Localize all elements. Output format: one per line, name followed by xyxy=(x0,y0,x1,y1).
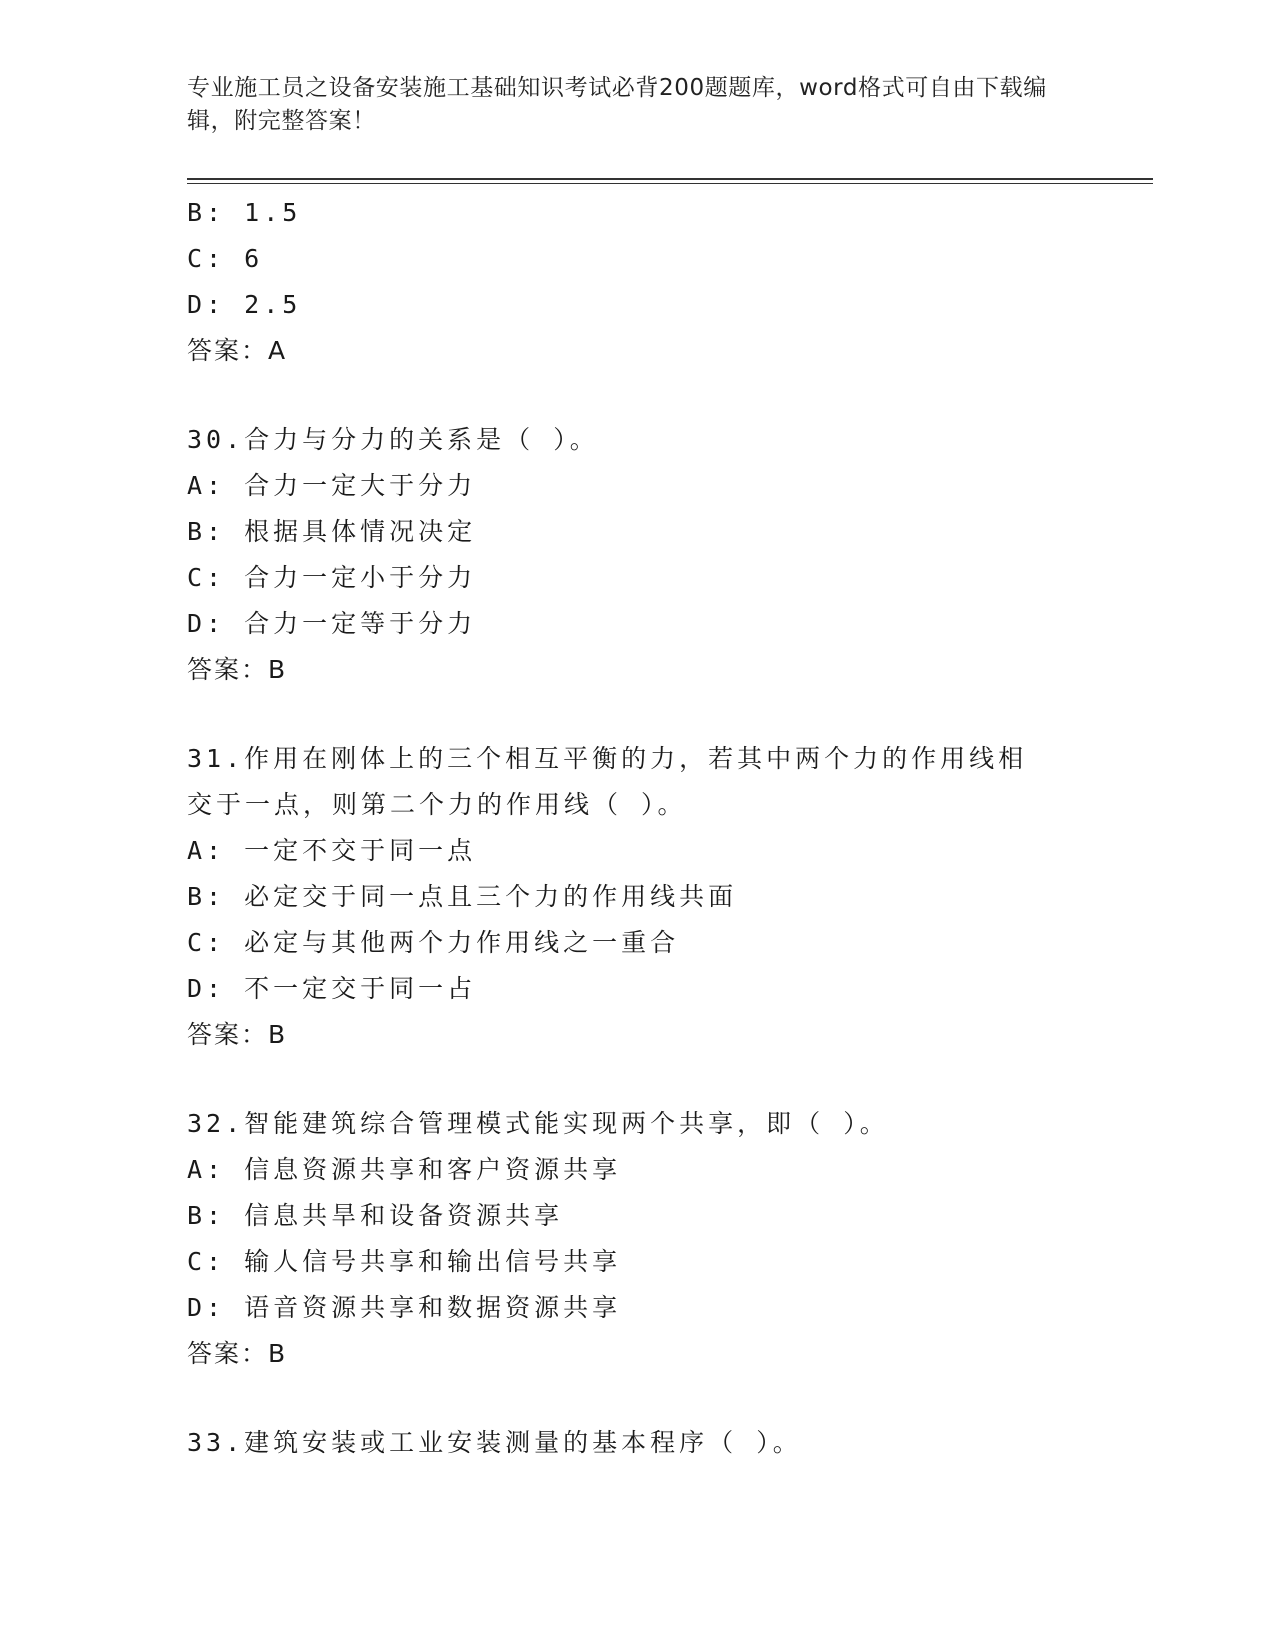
option-c: C: 必定与其他两个力作用线之一重合 xyxy=(187,928,680,957)
option-d: D: 语音资源共享和数据资源共享 xyxy=(187,1293,622,1322)
answer-line: 答案：B xyxy=(187,1020,288,1049)
option-a: A: 合力一定大于分力 xyxy=(187,471,477,500)
option-a: A: 一定不交于同一点 xyxy=(187,836,477,865)
option-d: D: 不一定交于同一占 xyxy=(187,974,477,1003)
question-stem: 33.建筑安装或工业安装测量的基本程序（ ）。 xyxy=(187,1428,802,1457)
question-30 xyxy=(187,417,1087,693)
option-a: A: 信息资源共享和客户资源共享 xyxy=(187,1155,622,1184)
option-d: D: 合力一定等于分力 xyxy=(187,609,477,638)
option-c: C: 6 xyxy=(187,244,264,273)
option-b: B: 信息共旱和设备资源共享 xyxy=(187,1201,564,1230)
option-c: C: 合力一定小于分力 xyxy=(187,563,477,592)
answer-line: 答案：B xyxy=(187,655,288,684)
header-divider-thin xyxy=(187,183,1153,184)
option-d: D: 2.5 xyxy=(187,290,302,319)
header-divider-thick xyxy=(187,178,1153,180)
option-b: B: 根据具体情况决定 xyxy=(187,517,477,546)
question-stem: 32.智能建筑综合管理模式能实现两个共享，即（ ）。 xyxy=(187,1109,889,1138)
option-b: B: 必定交于同一点且三个力的作用线共面 xyxy=(187,882,738,911)
option-c: C: 输人信号共享和输出信号共享 xyxy=(187,1247,622,1276)
document-header-title: 专业施工员之设备安装施工基础知识考试必背200题题库，word格式可自由下载编辑，附完整答案！ xyxy=(187,75,1047,134)
question-list xyxy=(187,190,1087,1466)
question-32 xyxy=(187,1101,1087,1377)
option-b: B: 1.5 xyxy=(187,198,302,227)
question-33 xyxy=(187,1420,1087,1466)
question-29-tail xyxy=(187,190,1087,374)
question-stem: 30.合力与分力的关系是（ ）。 xyxy=(187,425,599,454)
answer-line: 答案：B xyxy=(187,1339,288,1368)
question-31 xyxy=(187,736,1087,1058)
answer-line: 答案：A xyxy=(187,336,288,365)
question-stem: 31.作用在刚体上的三个相互平衡的力，若其中两个力的作用线相交于一点，则第二个力的作用线（ ）。 xyxy=(187,744,1028,819)
